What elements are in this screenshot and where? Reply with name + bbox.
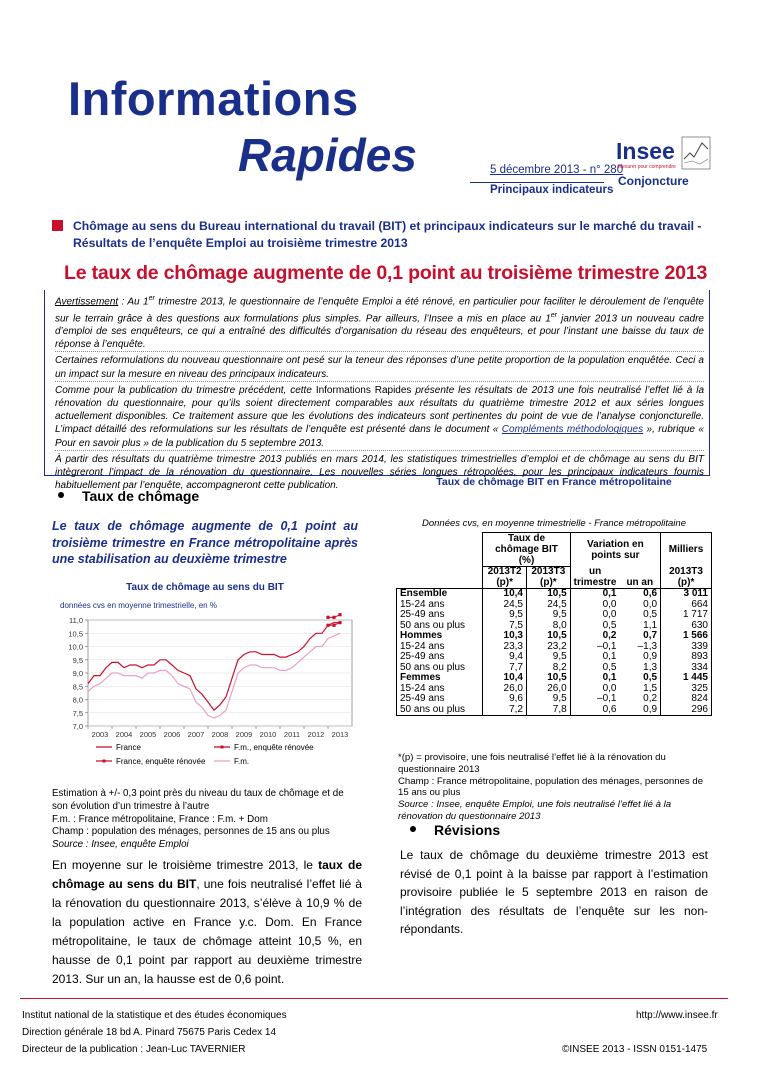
table-cell: 10,4 [483, 673, 527, 684]
y-tick-label: 7,0 [72, 722, 83, 731]
superscript: er [148, 295, 155, 302]
bullet-icon [58, 492, 64, 498]
logo-main-text: Insee [616, 138, 675, 164]
table-cell: 0,0 [570, 610, 619, 621]
x-tick-label: 2007 [187, 730, 205, 739]
header-col: 2013T2 [483, 567, 527, 578]
x-tick-label: 2013 [331, 730, 349, 739]
table-cell: 9,4 [483, 652, 527, 663]
masthead-subtitle: Rapides [238, 129, 417, 181]
red-square-bullet-icon [52, 220, 63, 231]
footer-institute: Institut national de la statistique et des études économiques [22, 1010, 287, 1021]
table-cell: 334 [661, 663, 712, 674]
logo-sub-text: Conjoncture [618, 174, 689, 188]
legend-marker [221, 746, 224, 749]
header-col: (p)* [661, 578, 712, 589]
table-cell: 1,1 [643, 619, 658, 631]
y-tick-label: 8,0 [72, 695, 83, 705]
table-cell: 10,5 [527, 631, 571, 642]
body-text-bold: taux de chômage au sens du BIT [52, 858, 362, 891]
table-cell: 23,2 [527, 642, 571, 653]
warning-paragraph-3 [55, 381, 704, 450]
table-cell: 10,4 [483, 589, 527, 600]
warning-label: Avertissement [55, 296, 119, 308]
table-cell: 10,3 [483, 631, 527, 642]
warning-paragraph-2: Certaines reformulations du nouveau questionnaire ont pesé sur la teneur des réponses d’une petite proportion de la population enquêtée. Ceci a un impact sur la mesure en niveau des principaux indicateurs. [55, 351, 704, 380]
table-cell: 0,2 [570, 631, 619, 642]
table-note: Champ : France métropolitaine, population des ménages, personnes de 15 ans ou plus [398, 775, 704, 799]
chart-svg [50, 578, 360, 784]
table-cell: 9,5 [527, 694, 571, 705]
warning-text: Informations Rapides [315, 384, 412, 396]
footer-director: Directeur de la publication : Jean-Luc TAVERNIER [22, 1044, 246, 1055]
table-cell: 1 717 [661, 610, 712, 621]
insee-logo [612, 133, 712, 191]
table-cell: 0,5 [643, 609, 658, 620]
chart-notes [52, 788, 362, 852]
legend-label: F.m., enquête rénovée [234, 743, 314, 752]
lead-paragraph: Le taux de chômage augmente de 0,1 point au troisième trimestre en France métropolitaine après une stabilisation au deuxième trimestre [52, 519, 358, 566]
table-cell: 26,0 [527, 684, 571, 695]
header-col: un [570, 567, 619, 578]
x-tick-label: 2009 [235, 730, 253, 739]
issue-date: 5 décembre 2013 - n° 280 [490, 164, 624, 176]
table-source: Source : Insee, enquête Emploi, une fois neutralisé l’effet lié à la rénovation du questionnaire 2013 [398, 799, 672, 822]
warning-paragraph-4: À partir des résultats du quatrième trimestre 2013 publiés en mars 2014, les statistiques trimestrielles d’emploi et de chômage au sens du BIT intègreront l’impact de la rénovation du questionnaire. Les nouvelles séries longues rétropolées, pour les principaux indicateurs fournis habituellement par l’enquête, accompagneront cette publication. [55, 450, 704, 493]
section-title: Taux de chômage [82, 488, 200, 504]
warning-paragraph-1 [55, 290, 704, 351]
table-cell: –1,3 [637, 640, 658, 652]
table-cell: 0,1 [570, 673, 619, 684]
chart-y-ticks [68, 616, 88, 731]
series-name: Principaux indicateurs [490, 184, 614, 196]
table-cell: 0,0 [570, 600, 619, 611]
series-point [338, 613, 341, 616]
table-row [397, 652, 712, 663]
x-tick-label: 2012 [307, 730, 325, 739]
section-heading-revisions [410, 822, 500, 838]
table-cell: 8,2 [527, 663, 571, 674]
warning-text: Comme pour la publication du trimestre précédent, cette [55, 384, 316, 396]
revisions-paragraph: Le taux de chômage du deuxième trimestre 2013 est révisé de 0,1 point à la baisse par rapport à l’estimation provisoire publiée le 5 septembre 2013 en raison de l’intégration des résultats de l’enquête sur les non-répondants. [400, 848, 708, 936]
table-cell: 325 [661, 684, 712, 695]
headline: Le taux de chômage augmente de 0,1 point au troisième trimestre 2013 [64, 262, 708, 284]
row-label: 15-24 ans [397, 684, 483, 695]
report-subtitle [52, 218, 732, 252]
series-point [326, 624, 329, 627]
series-point [332, 616, 335, 619]
footer-website-link[interactable]: http://www.insee.fr [636, 1010, 718, 1021]
warning-text: présente les résultats de 2013 une fois neutralisé l’effet lié à la rénovation du questionnaire, pour qu’ils soient directement comparables aux résultats du quatrième trimestre 2012 et aux séries longues actuellement disponibles. Ce traitement assure que les évolutions des indicateurs sont pertinentes du point de vue de l’analyse conjoncturelle. L’impact détaillé des reformulations sur les résultats de l’enquête est présenté dans le document « [55, 384, 705, 436]
y-tick-label: 9,0 [72, 669, 83, 678]
warning-text: », rubrique « Pour en savoir plus » de la publication du 5 septembre 2013. [55, 424, 704, 449]
warning-text: trimestre 2013, le questionnaire de l’enquête Emploi a été rénové, en particulier pour faciliter le déroulement de l’enquête sur le terrain grâce à des questions aux formulations plus simples. Par ailleurs, l’Insee a mis en place au 1 [55, 296, 704, 324]
section-heading-taux [58, 488, 199, 504]
chart-subtitle: données cvs en moyenne trimestrielle, en % [60, 601, 217, 610]
series-point [326, 616, 329, 619]
header-col [619, 567, 660, 578]
body-text: , une fois neutralisé l’effet lié à la rénovation du questionnaire 2013, s’élève à 10,9 % de la population active en France y.c. Dom. En France métropolitaine, le taux de chômage atteint 10,5 %, en hausse de 0,1 point par rapport au deuxième trimestre 2013. Sur un an, la hausse est de 0,6 point. [52, 877, 362, 986]
table-notes [398, 752, 708, 823]
table-row [397, 631, 712, 642]
logo-tagline: Mesurer pour comprendre [618, 164, 676, 170]
table-cell: 824 [661, 694, 712, 705]
bullet-icon [410, 826, 416, 832]
chart-note: F.m. : France métropolitaine, France : F.m. + Dom [52, 813, 268, 825]
table-cell: 1 566 [661, 631, 712, 642]
table-corner [397, 533, 483, 567]
table-cell: 630 [661, 621, 712, 632]
y-tick-label: 10,5 [68, 629, 83, 639]
superscript: er [550, 311, 558, 319]
header-variation: Variation en points sur [570, 533, 660, 567]
header-col: 2013T3 [527, 567, 571, 578]
table-cell: 0,9 [643, 651, 658, 662]
table-cell: 26,0 [483, 684, 527, 695]
row-label: 50 ans ou plus [397, 621, 483, 632]
table-cell: 0,1 [570, 589, 619, 600]
table-cell: 1,5 [643, 682, 658, 694]
table-cell: 0,2 [643, 693, 658, 704]
x-tick-label: 2011 [283, 730, 301, 739]
table-cell: 9,5 [527, 610, 571, 621]
row-label: 25-49 ans [397, 652, 483, 663]
table-cell: 9,5 [483, 610, 527, 621]
table-cell: 7,2 [483, 705, 527, 716]
table-cell: 0,6 [619, 589, 660, 600]
table-cell: 0,5 [570, 663, 619, 674]
row-label: 25-49 ans [397, 694, 483, 705]
chart-source: Source : Insee, enquête Emploi [52, 839, 189, 851]
row-label: Ensemble [397, 589, 483, 600]
row-label: 50 ans ou plus [397, 663, 483, 674]
table-cell: –0,1 [570, 642, 619, 653]
subtitle-line1: Chômage au sens du Bureau international du travail (BIT) et principaux indicateurs sur le marché du travail - [73, 219, 702, 233]
header-col: trimestre [570, 578, 619, 589]
chart-legend [96, 743, 314, 766]
legend-label: F.m. [234, 757, 250, 766]
legend-label: France [116, 743, 141, 752]
table-cell: 664 [661, 600, 712, 611]
series-point [332, 624, 335, 627]
chart-note: Champ : population des ménages, personnes de 15 ans ou plus [52, 826, 330, 838]
body-paragraph [52, 856, 362, 989]
table-cell: 7,5 [483, 621, 527, 632]
table-row [397, 610, 712, 621]
table-cell: 24,5 [483, 600, 527, 611]
legend-label: France, enquête rénovée [116, 757, 206, 766]
masthead-rule [470, 182, 604, 183]
warning-text: janvier 2013 un nouveau cadre d’emploi de ses enquêteurs, ce qui a entraîné des difficultés d’organisation du réseau des enquêteurs, et pour l’instant une baisse du taux de réponse à l’enquête. [55, 312, 704, 351]
row-label: 50 ans ou plus [397, 705, 483, 716]
body-text: En moyenne sur le troisième trimestre 2013, le [52, 858, 319, 872]
y-tick-label: 11,0 [68, 616, 83, 625]
chart-x-ticks [88, 726, 348, 739]
chart-title: Taux de chômage au sens du BIT [126, 582, 284, 593]
table-cell: 10,5 [527, 589, 571, 600]
methodology-link[interactable]: Compléments méthodologiques [501, 424, 644, 436]
header-col: 2013T3 [661, 567, 712, 578]
table-row [397, 694, 712, 705]
subtitle-line2: Résultats de l’enquête Emploi au troisième trimestre 2013 [73, 236, 408, 250]
unemployment-table [396, 532, 712, 716]
table-cell: 10,5 [527, 673, 571, 684]
table-cell: 893 [661, 652, 712, 663]
table-cell: 1 445 [661, 673, 712, 684]
header-col: (p)* [527, 578, 571, 589]
header-col: (p)* [483, 578, 527, 589]
table-cell: 296 [661, 705, 712, 716]
table-cell: 24,5 [527, 600, 571, 611]
table-corner [397, 578, 483, 589]
table-title: Taux de chômage BIT en France métropolitaine [436, 476, 672, 488]
table-row [397, 589, 712, 600]
y-tick-label: 10,0 [68, 642, 83, 652]
table-cell: 0,7 [643, 630, 658, 641]
x-tick-label: 2010 [259, 730, 277, 739]
row-label: 15-24 ans [397, 600, 483, 611]
table-cell: 0,5 [570, 621, 619, 632]
insee-logo-icon [612, 133, 712, 191]
table-cell: –0,1 [570, 694, 619, 705]
table-cell: 7,7 [483, 663, 527, 674]
series-line-0 [88, 623, 340, 711]
x-tick-label: 2005 [139, 730, 157, 739]
header-taux: Taux de chômage BIT (%) [483, 533, 570, 567]
table-cell: 0,1 [570, 652, 619, 663]
x-tick-label: 2003 [91, 730, 109, 739]
table-corner [397, 567, 483, 578]
chart-note: Estimation à +/- 0,3 point près du niveau du taux de chômage et de son évolution d’un trimestre à l’autre [52, 788, 344, 812]
table-cell: 9,5 [527, 652, 571, 663]
table-cell: 3 011 [661, 589, 712, 600]
y-tick-label: 8,5 [72, 682, 83, 692]
table-row [397, 705, 712, 716]
table-cell: 1,3 [643, 661, 658, 673]
table-cell: 0,6 [570, 705, 619, 716]
header-milliers: Milliers [661, 533, 712, 567]
masthead-title: Informations [68, 72, 359, 125]
x-tick-label: 2004 [115, 730, 133, 739]
header-col: un an [626, 576, 654, 588]
table-cell: 9,6 [483, 694, 527, 705]
table-cell: 8,0 [527, 621, 571, 632]
unemployment-chart [50, 578, 360, 784]
x-tick-label: 2006 [163, 730, 181, 739]
row-label: Hommes [397, 631, 483, 642]
section-title: Révisions [434, 822, 501, 838]
x-tick-label: 2008 [211, 730, 229, 739]
row-label: Femmes [397, 673, 483, 684]
footer-rule [20, 998, 728, 999]
series-point [338, 621, 341, 624]
y-tick-label: 7,5 [72, 708, 83, 718]
row-label: 15-24 ans [397, 642, 483, 653]
table-cell: 23,3 [483, 642, 527, 653]
row-label: 25-49 ans [397, 610, 483, 621]
table-cell: 0,5 [643, 672, 658, 683]
footer-copyright: ©INSEE 2013 - ISSN 0151-1475 [562, 1044, 708, 1055]
table-cell: 0,0 [643, 598, 658, 610]
table-row [397, 673, 712, 684]
footer-address: Direction générale 18 bd A. Pinard 75675 Paris Cedex 14 [22, 1027, 277, 1038]
table-note: *(p) = provisoire, une fois neutralisé l’effet lié à la rénovation du questionnaire 2013 [398, 752, 666, 775]
table-cell: 0,9 [619, 705, 660, 716]
y-tick-label: 9,5 [72, 655, 83, 665]
warning-text: : Au 1 [118, 296, 149, 308]
table-subtitle: Données cvs, en moyenne trimestrielle - France métropolitaine [421, 518, 686, 529]
table-cell: 0,0 [570, 684, 619, 695]
series-line-3 [88, 633, 340, 718]
legend-marker [103, 760, 106, 763]
table-cell: 339 [661, 642, 712, 653]
table-cell: 7,8 [527, 705, 571, 716]
chart-series [88, 613, 342, 718]
